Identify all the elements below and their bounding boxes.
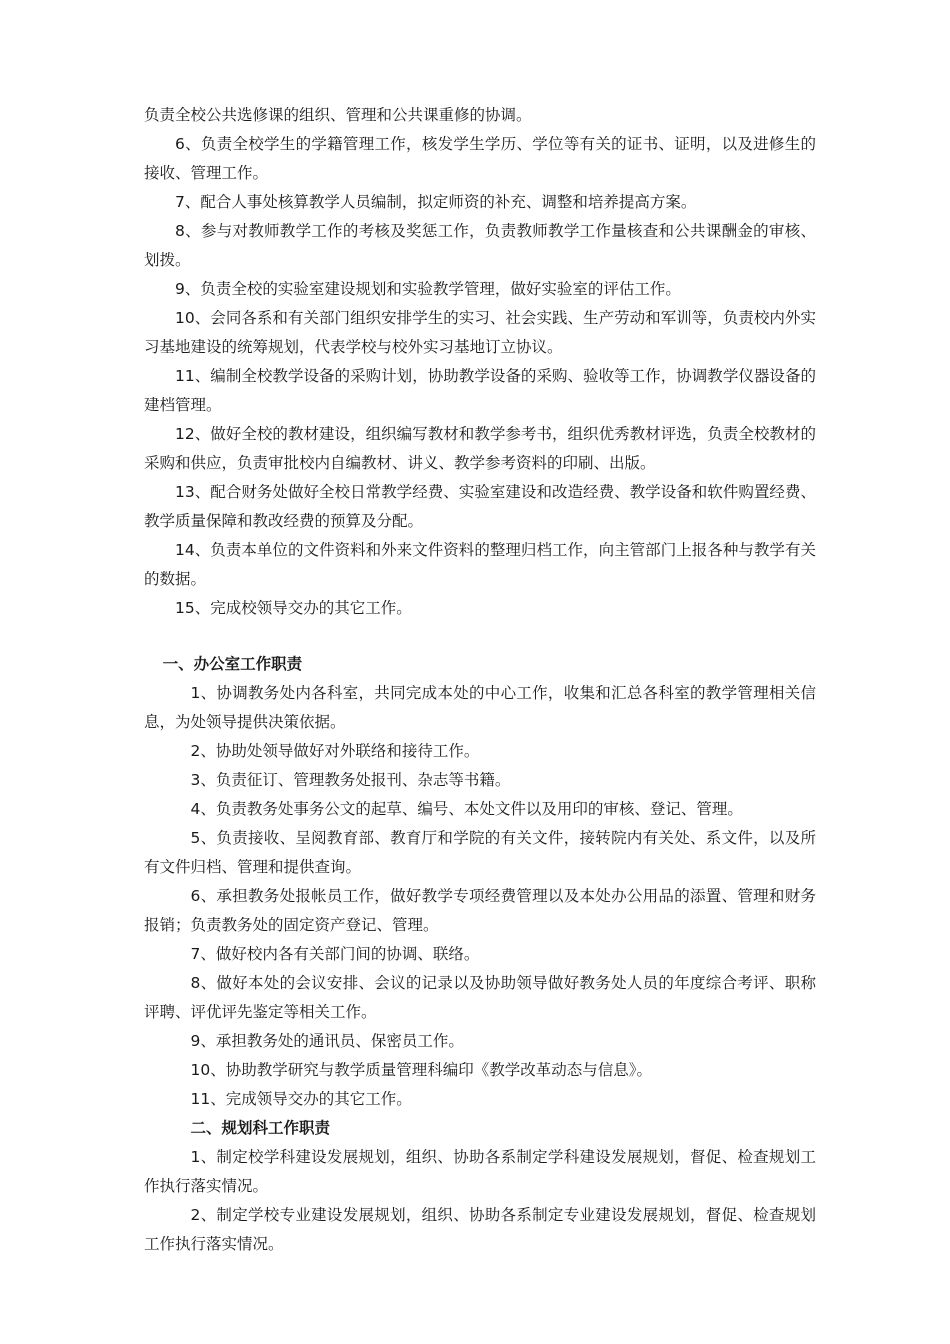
duty-item: 9、负责全校的实验室建设规划和实验教学管理，做好实验室的评估工作。 bbox=[175, 280, 681, 298]
document-body bbox=[144, 101, 816, 1259]
office-duty-item: 11、完成领导交办的其它工作。 bbox=[190, 1090, 412, 1108]
office-duty-item: 5、负责接收、呈阅教育部、教育厅和学院的有关文件，接转院内有关处、系文件，以及所有文件归档、管理和提供查询。 bbox=[144, 829, 816, 876]
office-duty-item: 2、协助处领导做好对外联络和接待工作。 bbox=[190, 742, 480, 760]
office-duty-item: 10、协助教学研究与教学质量管理科编印《教学改革动态与信息》。 bbox=[190, 1061, 652, 1079]
office-duty-item: 3、负责征订、管理教务处报刊、杂志等书籍。 bbox=[190, 771, 511, 789]
office-duty-item: 8、做好本处的会议安排、会议的记录以及协助领导做好教务处人员的年度综合考评、职称评聘、评优评先鉴定等相关工作。 bbox=[144, 974, 816, 1021]
duty-item: 12、做好全校的教材建设，组织编写教材和教学参考书，组织优秀教材评选，负责全校教材的采购和供应，负责审批校内自编教材、讲义、教学参考资料的印刷、出版。 bbox=[144, 425, 816, 472]
planning-duty-item: 1、制定校学科建设发展规划，组织、协助各系制定学科建设发展规划，督促、检查规划工作执行落实情况。 bbox=[144, 1148, 816, 1195]
duty-item: 14、负责本单位的文件资料和外来文件资料的整理归档工作，向主管部门上报各种与教学有关的数据。 bbox=[144, 541, 816, 588]
duty-item: 11、编制全校教学设备的采购计划，协助教学设备的采购、验收等工作，协调教学仪器设备的建档管理。 bbox=[144, 367, 816, 414]
section-heading-planning: 二、规划科工作职责 bbox=[190, 1119, 331, 1137]
section-spacer bbox=[144, 623, 816, 650]
duty-item: 7、配合人事处核算教学人员编制，拟定师资的补充、调整和培养提高方案。 bbox=[175, 193, 697, 211]
duty-item: 10、会同各系和有关部门组织安排学生的实习、社会实践、生产劳动和军训等，负责校内外实习基地建设的统筹规划，代表学校与校外实习基地订立协议。 bbox=[144, 309, 816, 356]
office-duty-item: 9、承担教务处的通讯员、保密员工作。 bbox=[190, 1032, 464, 1050]
duty-item: 8、参与对教师教学工作的考核及奖惩工作，负责教师教学工作量核查和公共课酬金的审核、划拨。 bbox=[144, 222, 816, 269]
office-duty-item: 7、做好校内各有关部门间的协调、联络。 bbox=[190, 945, 480, 963]
planning-duty-item: 2、制定学校专业建设发展规划，组织、协助各系制定专业建设发展规划，督促、检查规划工作执行落实情况。 bbox=[144, 1206, 816, 1253]
duty-item: 13、配合财务处做好全校日常教学经费、实验室建设和改造经费、教学设备和软件购置经费、教学质量保障和教改经费的预算及分配。 bbox=[144, 483, 816, 530]
intro-continuation: 负责全校公共选修课的组织、管理和公共课重修的协调。 bbox=[144, 106, 532, 124]
office-duty-item: 6、承担教务处报帐员工作，做好教学专项经费管理以及本处办公用品的添置、管理和财务报销；负责教务处的固定资产登记、管理。 bbox=[144, 887, 816, 934]
section-heading-office: 一、办公室工作职责 bbox=[162, 655, 303, 673]
office-duty-item: 4、负责教务处事务公文的起草、编号、本处文件以及用印的审核、登记、管理。 bbox=[190, 800, 743, 818]
duty-item: 6、负责全校学生的学籍管理工作，核发学生学历、学位等有关的证书、证明，以及进修生的接收、管理工作。 bbox=[144, 135, 816, 182]
duty-item: 15、完成校领导交办的其它工作。 bbox=[175, 599, 412, 617]
office-duty-item: 1、协调教务处内各科室，共同完成本处的中心工作，收集和汇总各科室的教学管理相关信息，为处领导提供决策依据。 bbox=[144, 684, 816, 731]
